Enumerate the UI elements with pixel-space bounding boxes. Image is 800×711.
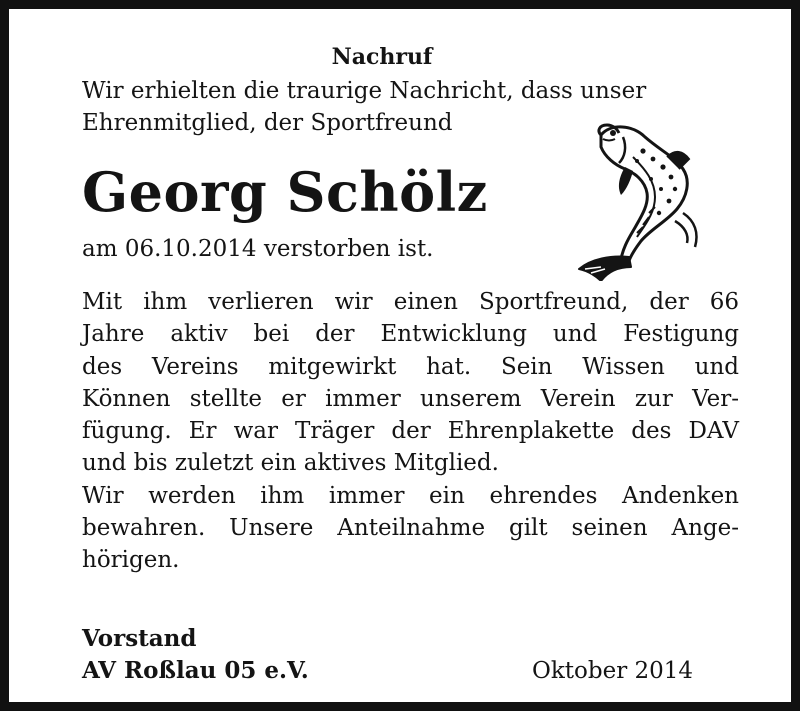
body-line: Wir werden ihm immer ein ehrendes Andenken (82, 482, 739, 509)
signature-club: AV Roßlau 05 e.V. (82, 657, 309, 684)
body-line: des Vereins mitgewirkt hat. Sein Wissen und (82, 353, 739, 380)
deceased-name: Georg Schölz (82, 160, 488, 224)
body-line: Jahre aktiv bei der Entwicklung und Festigung (82, 321, 739, 348)
signature-board: Vorstand (82, 625, 197, 652)
body-line: fügung. Er war Träger der Ehrenplakette des DAV (82, 418, 739, 445)
body-line: hörigen. (82, 547, 180, 574)
notice-heading: Nachruf (331, 44, 433, 70)
intro-line: Wir erhielten die traurige Nachricht, dass unser (82, 78, 647, 104)
death-date-line: am 06.10.2014 verstorben ist. (82, 236, 434, 262)
intro-line: Ehrenmitglied, der Sportfreund (82, 110, 453, 136)
body-text (82, 286, 739, 577)
body-line: und bis zuletzt ein aktives Mitglied. (82, 450, 499, 477)
jumping-trout-icon (571, 117, 703, 281)
body-line: bewahren. Unsere Anteilnahme gilt seinen Ange- (82, 515, 739, 542)
body-line: Mit ihm verlieren wir einen Sportfreund, der 66 (82, 289, 739, 315)
signature-date: Oktober 2014 (532, 658, 694, 684)
body-line: Können stellte er immer unserem Verein zur Ver- (82, 385, 739, 412)
